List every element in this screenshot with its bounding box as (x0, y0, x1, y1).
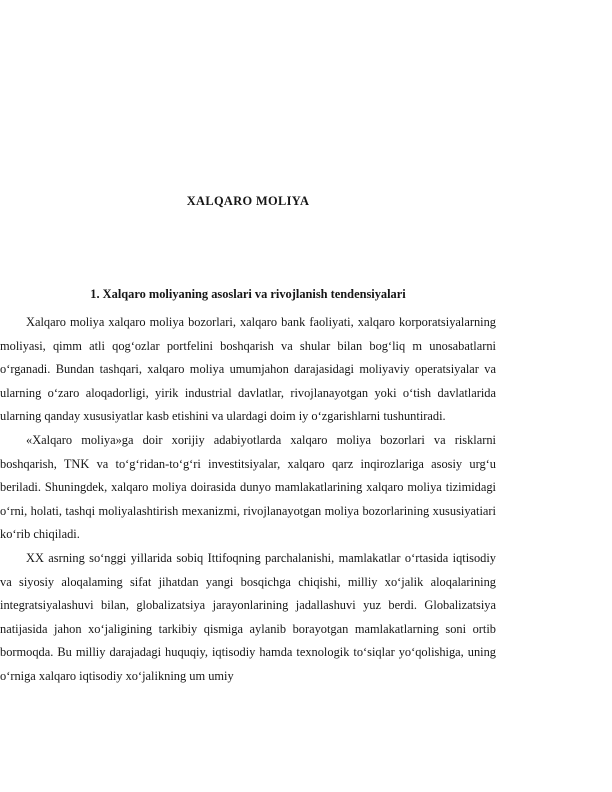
body-text (0, 311, 496, 689)
section-heading: 1. Xalqaro moliyaning asoslari va rivojlanish tendensiyalari (90, 287, 406, 301)
paragraph: «Xalqaro moliya»ga doir xorijiy adabiyotlarda xalqaro moliya bozorlari va risklarni boshqarish, TNK va to‘g‘ridan-to‘g‘ri investitsiyalar, xalqaro qarz inqirozlariga asosiy urg‘u beriladi. Shuningdek, xalqaro moliya doirasida dunyo mamlakatlarining xalqaro moliya tizimidagi o‘rni, holati, tashqi moliyalashtirish mexanizmi, rivojlanayotgan moliya bozorlarining xususiyatiari ko‘rib chiqiladi. (0, 432, 496, 542)
paragraph: XX asrning so‘nggi yillarida sobiq Ittifoqning parchalanishi, mamlakatlar o‘rtasida iqtisodiy va siyosiy aloqalaming sifat jihatdan yangi bosqichga chiqishi, milliy xo‘jalik aloqalarining integratsiyalashuvi bilan, globalizatsiya jarayonlarining jadallashuvi yuz berdi. Globalizatsiya natijasida jahon xo‘jaligining tarkibiy qismiga aylanib borayotgan mamlakatlarning soni ortib bormoqda. Bu milliy darajadagi huquqiy, iqtisodiy hamda texnologik to‘siqlar yo‘qolishiga, uning o‘rniga xalqaro iqtisodiy xo‘jalikning um umiy (0, 550, 496, 683)
page-title: XALQARO MOLIYA (186, 194, 310, 208)
paragraph: Xalqaro moliya xalqaro moliya bozorlari, xalqaro bank faoliyati, xalqaro korporatsiyalarning moliyasi, qimm atli qog‘ozlar portfelini boshqarish va shular bilan bog‘liq m unosabatlarni o‘rganadi. Bundan tashqari, xalqaro moliya umumjahon darajasidagi moliyaviy operatsiyalar va ularning o‘zaro aloqadorligi, yirik industrial davlatlar, rivojlanayotgan yoki o‘tish davlatlarida ularning qanday xususiyatlar kasb etishini va ulardagi doim iy o‘zgarishlarni tushuntiradi. (0, 315, 496, 424)
